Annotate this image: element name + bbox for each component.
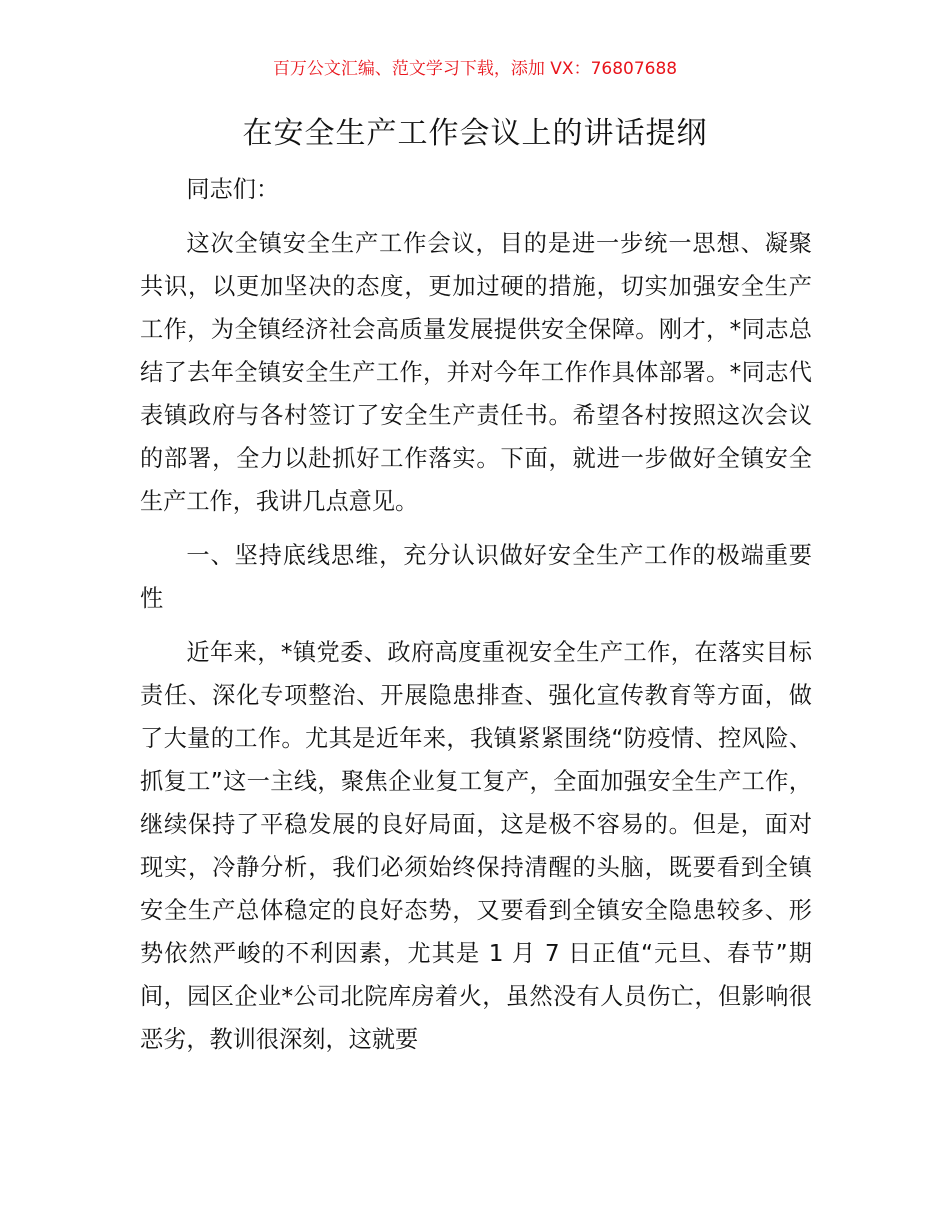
salutation: 同志们： [186, 176, 280, 203]
paragraph-section-1: 近年来，*镇党委、政府高度重视安全生产工作，在落实目标责任、深化专项整治、开展隐患排查、强化宣传教育等方面，做了大量的工作。尤其是近年来，我镇紧紧围绕“防疫情、控风险、抓复工”这一主线，聚焦企业复工复产，全面加强安全生产工作，继续保持了平稳发展的良好局面，这是极不容易的。但是，面对现实，冷静分析，我们必须始终保持清醒的头脑，既要看到全镇安全生产总体稳定的良好态势，又要看到全镇安全隐患较多、形势依然严峻的不利因素，尤其是 1 月 7 日正值“元旦、春节”期间，园区企业*公司北院库房着火，虽然没有人员伤亡，但影响很恶劣，教训很深刻，这就要 [140, 639, 812, 1053]
document-body [140, 168, 812, 1061]
section-heading-1: 一、坚持底线思维，充分认识做好安全生产工作的极端重要性 [140, 542, 812, 612]
watermark-header: 百万公文汇编、范文学习下载，添加 VX：76807688 [272, 59, 678, 79]
document-title: 在安全生产工作会议上的讲话提纲 [242, 116, 708, 151]
paragraph-intro: 这次全镇安全生产工作会议，目的是进一步统一思想、凝聚共识，以更加坚决的态度，更加过硬的措施，切实加强安全生产工作，为全镇经济社会高质量发展提供安全保障。刚才，*同志总结了去年全镇安全生产工作，并对今年工作作具体部署。*同志代表镇政府与各村签订了安全生产责任书。希望各村按照这次会议的部署，全力以赴抓好工作落实。下面，就进一步做好全镇安全生产工作，我讲几点意见。 [140, 230, 812, 515]
